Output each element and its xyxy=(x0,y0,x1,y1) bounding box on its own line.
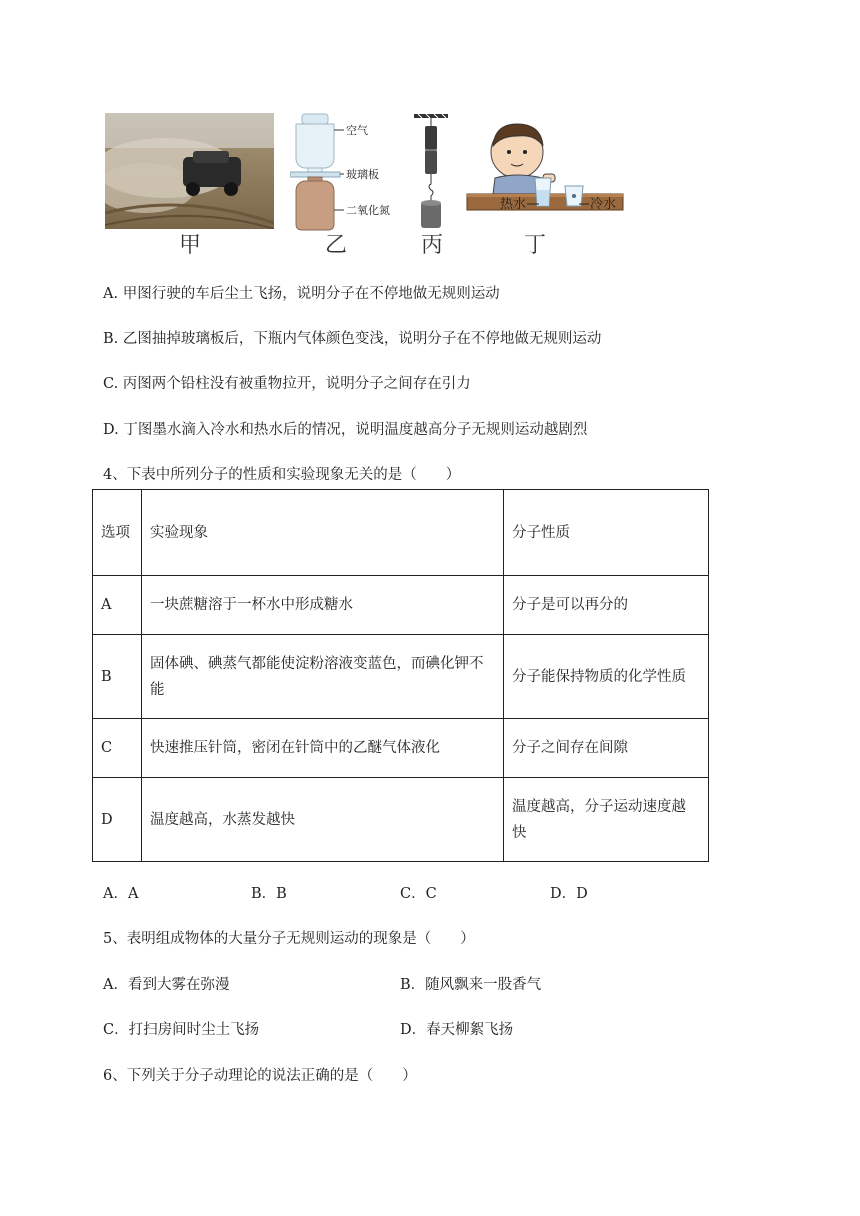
q5-stem: 5、表明组成物体的大量分子无规则运动的现象是（ ） xyxy=(103,931,475,947)
label-glass-plate: 玻璃板 xyxy=(346,168,379,181)
q4-option-d: D．D xyxy=(550,886,588,902)
q5-option-b: B．随风飘来一股香气 xyxy=(400,977,542,993)
row-a-property: 分子是可以再分的 xyxy=(504,576,709,635)
header-property: 分子性质 xyxy=(504,490,709,576)
caption-bing: 丙 xyxy=(420,233,443,258)
table-header-row xyxy=(93,490,709,576)
label-no2: 二氧化氮 xyxy=(346,204,390,217)
row-c-option: C xyxy=(93,719,142,778)
row-b-phenomenon: 固体碘、碘蒸气都能使淀粉溶液变蓝色，而碘化钾不能 xyxy=(142,635,504,719)
row-d-property: 温度越高，分子运动速度越快 xyxy=(504,778,709,862)
label-air: 空气 xyxy=(346,124,368,137)
q4-stem: 4、下表中所列分子的性质和实验现象无关的是（ ） xyxy=(103,467,461,483)
row-c-phenomenon: 快速推压针筒，密闭在针筒中的乙醚气体液化 xyxy=(142,719,504,778)
q4-option-b: B．B xyxy=(251,886,287,902)
caption-jia: 甲 xyxy=(178,233,201,258)
q4-option-c: C．C xyxy=(400,886,437,902)
figure-ding xyxy=(465,112,625,232)
row-a-phenomenon: 一块蔗糖溶于一杯水中形成糖水 xyxy=(142,576,504,635)
car-dust-photo xyxy=(105,113,274,229)
q5-option-a: A．看到大雾在弥漫 xyxy=(103,977,230,993)
row-c-property: 分子之间存在间隙 xyxy=(504,719,709,778)
header-option: 选项 xyxy=(93,490,142,576)
label-cold-water: 冷水 xyxy=(590,197,617,212)
table-row xyxy=(93,778,709,862)
q5-option-d: D．春天柳絮飞扬 xyxy=(400,1022,514,1038)
q3-option-c: C. 丙图两个铅柱没有被重物拉开，说明分子之间存在引力 xyxy=(103,376,471,392)
gas-diffusion-bottles xyxy=(290,110,400,232)
q5-option-c: C．打扫房间时尘土飞扬 xyxy=(103,1022,260,1038)
q3-option-b: B. 乙图抽掉玻璃板后，下瓶内气体颜色变浅，说明分子在不停地做无规则运动 xyxy=(103,331,602,347)
q3-option-a: A. 甲图行驶的车后尘土飞扬，说明分子在不停地做无规则运动 xyxy=(103,286,500,302)
figure-bing xyxy=(412,112,452,232)
q4-table xyxy=(92,489,709,862)
q6-stem: 6、下列关于分子动理论的说法正确的是（ ） xyxy=(103,1068,417,1084)
row-d-phenomenon: 温度越高，水蒸发越快 xyxy=(142,778,504,862)
caption-ding: 丁 xyxy=(523,233,546,258)
ink-water-experiment xyxy=(465,112,625,232)
figure-jia xyxy=(105,113,274,229)
q4-option-a: A．A xyxy=(103,886,139,902)
figure-yi xyxy=(290,110,400,232)
caption-yi: 乙 xyxy=(324,233,347,258)
table-row xyxy=(93,576,709,635)
table-row xyxy=(93,635,709,719)
header-phenomenon: 实验现象 xyxy=(142,490,504,576)
row-b-property: 分子能保持物质的化学性质 xyxy=(504,635,709,719)
row-d-option: D xyxy=(93,778,142,862)
lead-cylinders-weight xyxy=(412,112,452,232)
row-b-option: B xyxy=(93,635,142,719)
row-a-option: A xyxy=(93,576,142,635)
table-row xyxy=(93,719,709,778)
label-hot-water: 热水 xyxy=(500,197,527,212)
q3-option-d: D. 丁图墨水滴入冷水和热水后的情况，说明温度越高分子无规则运动越剧烈 xyxy=(103,422,588,438)
